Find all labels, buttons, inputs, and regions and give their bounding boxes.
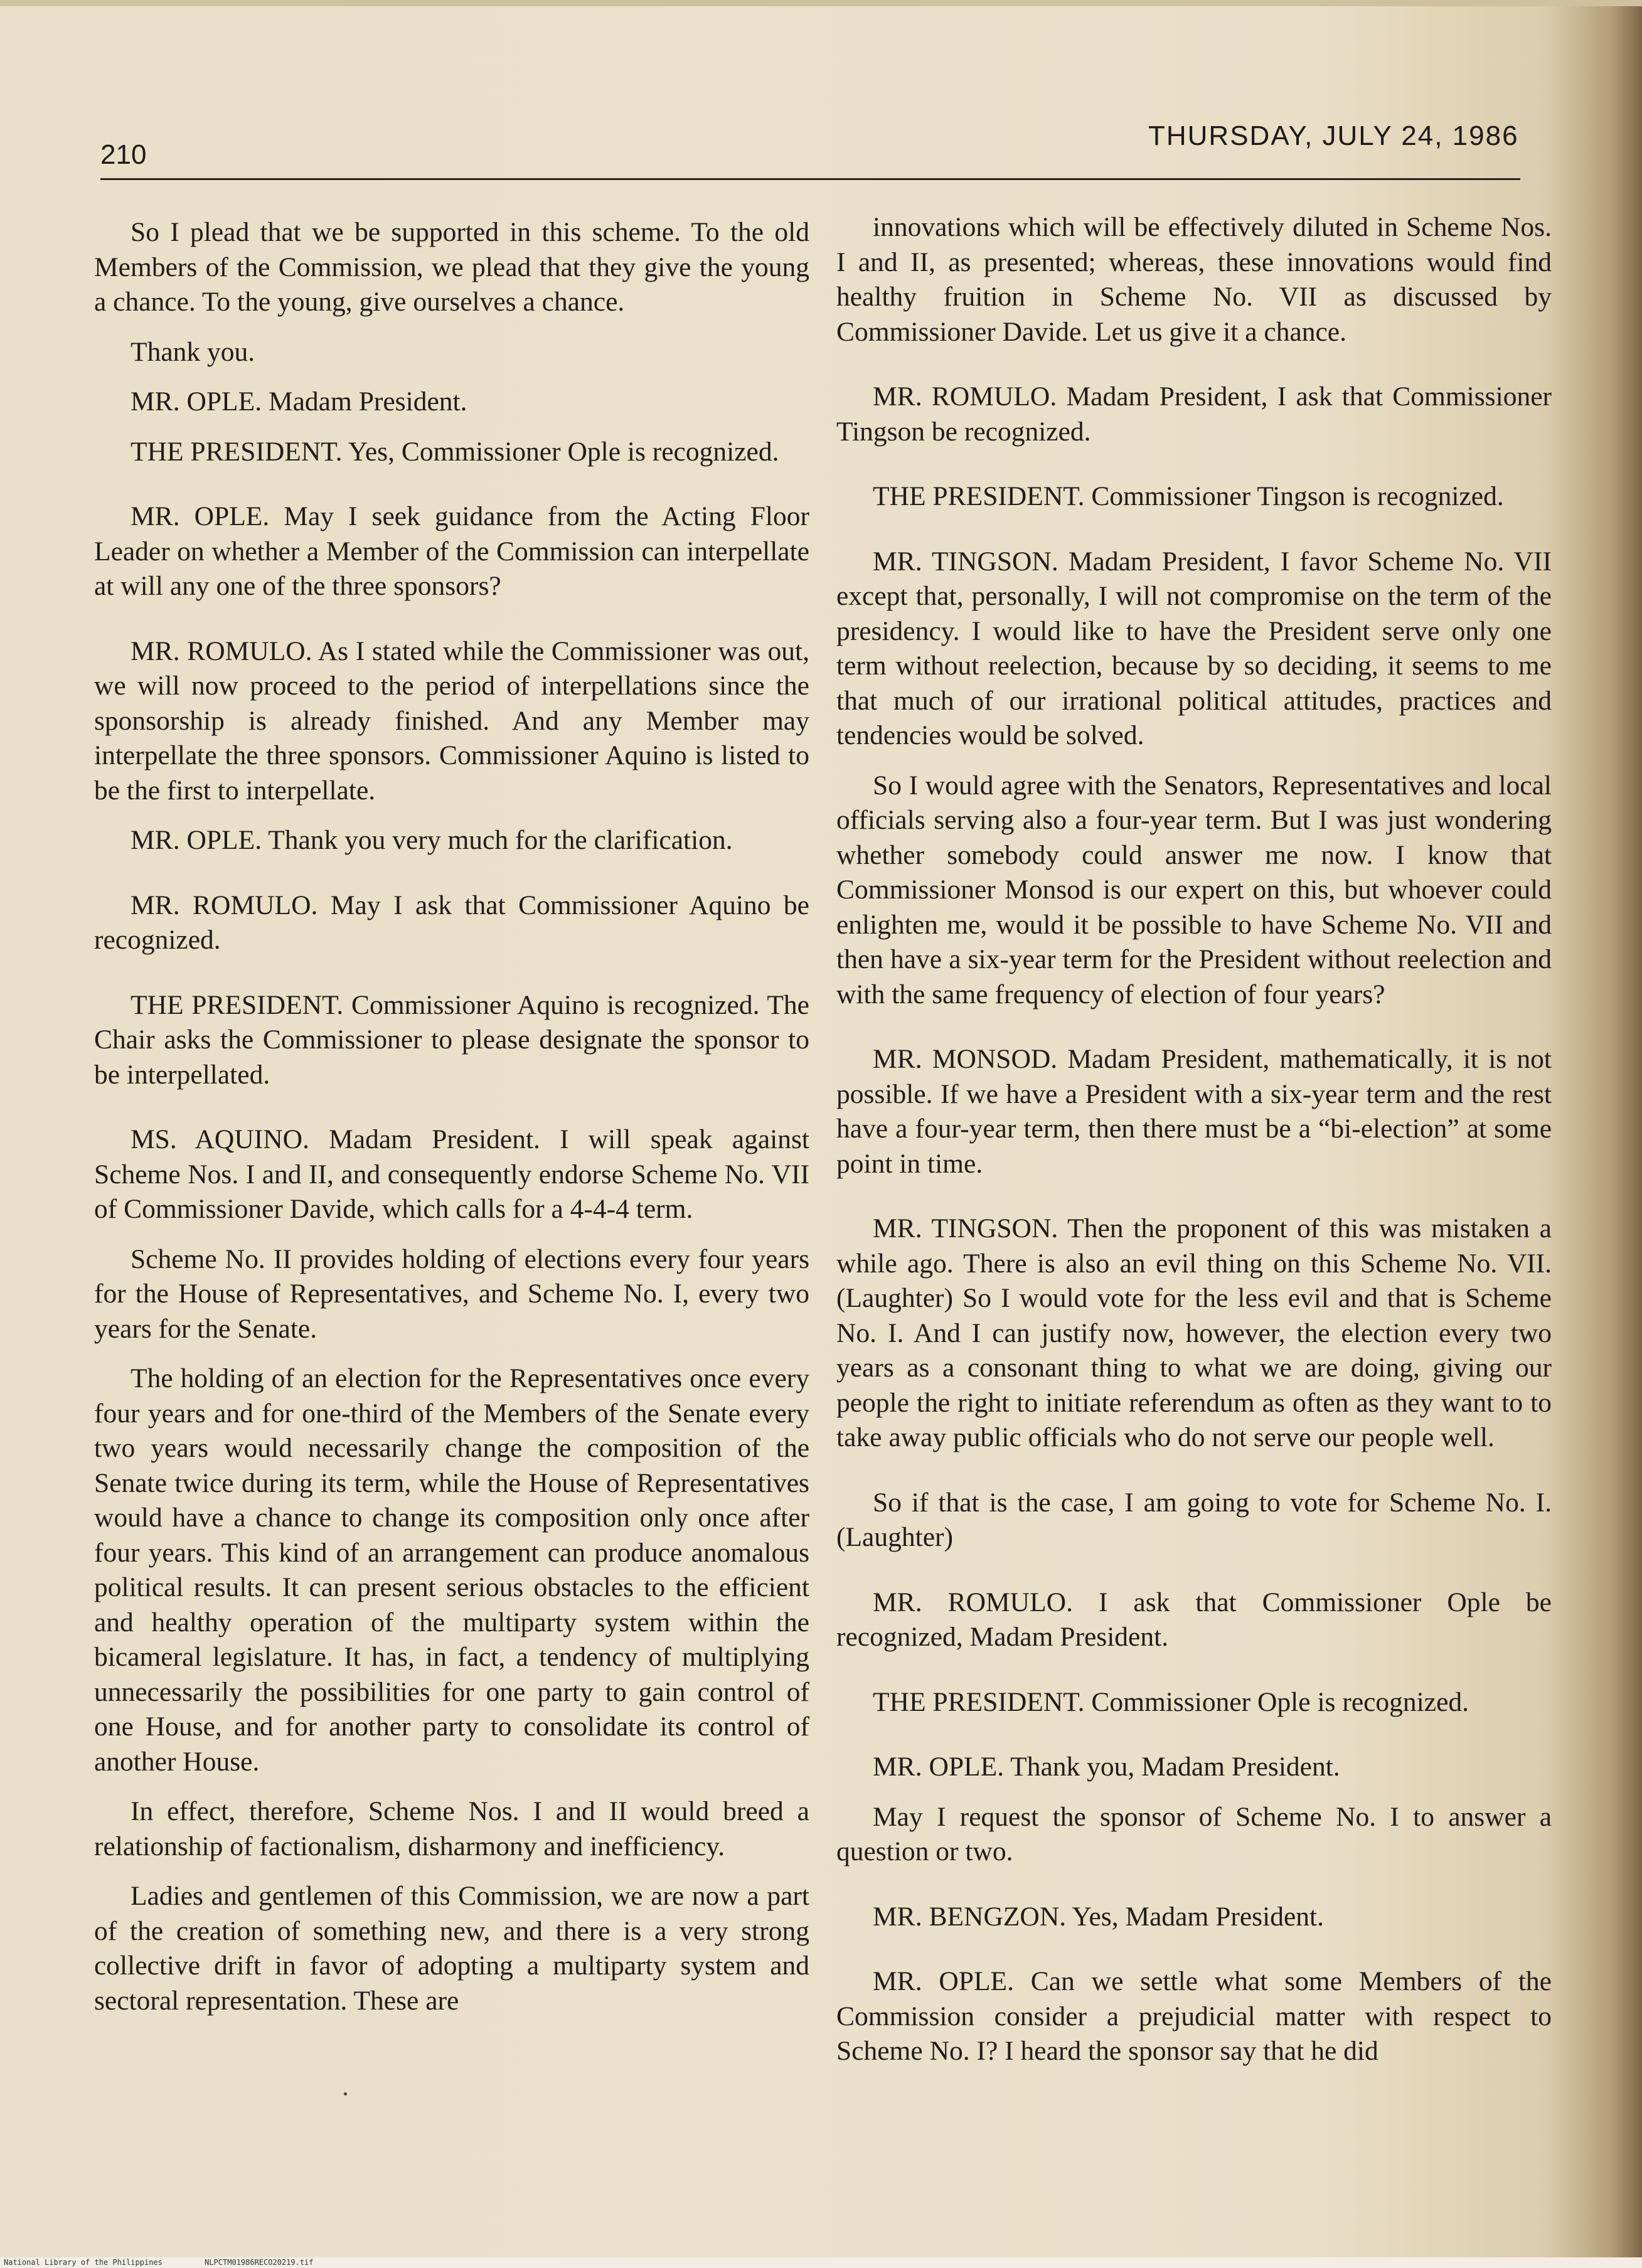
paragraph: MR. OPLE. Thank you very much for the clarification. (131, 825, 733, 855)
paragraph: The holding of an election for the Representatives once every four years and for one-third of the Members of the Senate every two years would necessarily change the composition of the Senate twice during its term, while the House of Representatives would have a chance to change its composition only once after four years. This kind of an arrangement can produce anomalous political results. It can present serious obstacles to the efficient and healthy operation of the multiparty system within the bicameral legislature. It has, in fact, a tendency of multiplying unnecessarily the possibilities for one party to gain control of one House, and for another party to consolidate its control of another House. (94, 1363, 809, 1777)
page-number: 210 (100, 139, 147, 170)
session-date: THURSDAY, JULY 24, 1986 (1148, 120, 1519, 151)
paragraph: Ladies and gentlemen of this Commission, we are now a part of the creation of something new, and there is a very strong collective drift in favor of adopting a multiparty system and sectoral representation. These are (94, 1881, 809, 2016)
scan-footer (0, 2257, 1642, 2268)
page-top-edge (0, 0, 1642, 6)
paragraph: Scheme No. II provides holding of elections every four years for the House of Representatives, and Scheme No. I, every two years for the Senate. (94, 1243, 809, 1344)
paragraph: MR. ROMULO. I ask that Commissioner Ople be recognized, Madam President. (836, 1587, 1552, 1652)
paragraph: MR. OPLE. Madam President. (131, 386, 467, 417)
scan-filename: NLPCTM01986RECO20219.tif (205, 2258, 314, 2267)
paragraph: So I plead that we be supported in this scheme. To the old Members of the Commission, we plead that they give the young a chance. To the young, give ourselves a chance. (94, 217, 809, 317)
paragraph: MR. ROMULO. As I stated while the Commissioner was out, we will now proceed to the period of interpellations since the sponsorship is already finished. And any Member may interpellate the three sponsors. Commissioner Aquino is listed to be the first to interpellate. (94, 636, 809, 806)
paragraph: MR. ROMULO. Madam President, I ask that Commissioner Tingson be recognized. (836, 381, 1552, 447)
paragraph: May I request the sponsor of Scheme No. I to answer a question or two. (836, 1801, 1552, 1866)
paragraph: MR. OPLE. May I seek guidance from the Acting Floor Leader on whether a Member of the Commission can interpellate at will any one of the three sponsors? (94, 501, 809, 601)
paragraph: THE PRESIDENT. Commissioner Aquino is recognized. The Chair asks the Commissioner to please designate the sponsor to be interpellated. (94, 989, 809, 1090)
paragraph: THE PRESIDENT. Yes, Commissioner Ople is recognized. (131, 436, 779, 467)
paragraph: In effect, therefore, Scheme Nos. I and II would breed a relationship of factionalism, disharmony and inefficiency. (94, 1796, 809, 1861)
right-column (836, 210, 1552, 2084)
paragraph: So if that is the case, I am going to vote for Scheme No. I. (Laughter) (836, 1487, 1552, 1552)
paragraph: THE PRESIDENT. Commissioner Tingson is recognized. (873, 481, 1504, 511)
paragraph: MR. TINGSON. Then the proponent of this was mistaken a while ago. There is also an evil thing on this Scheme No. VII. (Laughter) So I would vote for the less evil and that is Scheme No. I. And I can justify now, however, the election every two years as a consonant thing to what we are doing, giving our people the right to initiate referendum as often as they want to to take away public officials who do not serve our people well. (836, 1213, 1552, 1452)
library-name: National Library of the Philippines (4, 2258, 163, 2267)
paragraph: MR. MONSOD. Madam President, mathematically, it is not possible. If we have a President with a six-year term and the rest have a four-year term, then there must be a “bi-election” at some point in time. (836, 1044, 1552, 1179)
paragraph: THE PRESIDENT. Commissioner Ople is recognized. (873, 1686, 1469, 1717)
paragraph: So I would agree with the Senators, Representatives and local officials serving also a four-year term. But I was just wondering whether somebody could answer me now. I know that Commissioner Monsod is our expert on this, but whoever could enlighten me, would it be possible to have Scheme No. VII and then have a six-year term for the President without reelection and with the same frequency of election of four years? (836, 770, 1552, 1009)
paragraph: MR. OPLE. Can we settle what some Members of the Commission consider a prejudicial matter with respect to Scheme No. I? I heard the sponsor say that he did (836, 1966, 1552, 2066)
paragraph: MR. BENGZON. Yes, Madam President. (873, 1901, 1324, 1932)
paragraph: MR. OPLE. Thank you, Madam President. (873, 1752, 1340, 1782)
paragraph: MS. AQUINO. Madam President. I will speak against Scheme Nos. I and II, and consequently endorse Scheme No. VII of Commissioner Davide, which calls for a 4-4-4 term. (94, 1124, 809, 1224)
paragraph: Thank you. (131, 336, 255, 367)
paragraph: MR. ROMULO. May I ask that Commissioner Aquino be recognized. (94, 890, 809, 955)
paragraph: MR. TINGSON. Madam President, I favor Scheme No. VII except that, personally, I will not compromise on the term of the presidency. I would like to have the President serve only one term without reelection, because by so deciding, it seems to me that much of our irrational political attitudes, practices and tendencies would be solved. (836, 546, 1552, 750)
left-column (94, 215, 809, 2033)
paragraph: innovations which will be effectively diluted in Scheme Nos. I and II, as presented; whereas, these innovations would find healthy fruition in Scheme No. VII as discussed by Commissioner Davide. Let us give it a chance. (836, 212, 1552, 347)
ink-speck (344, 2092, 347, 2095)
header-rule (100, 178, 1520, 180)
